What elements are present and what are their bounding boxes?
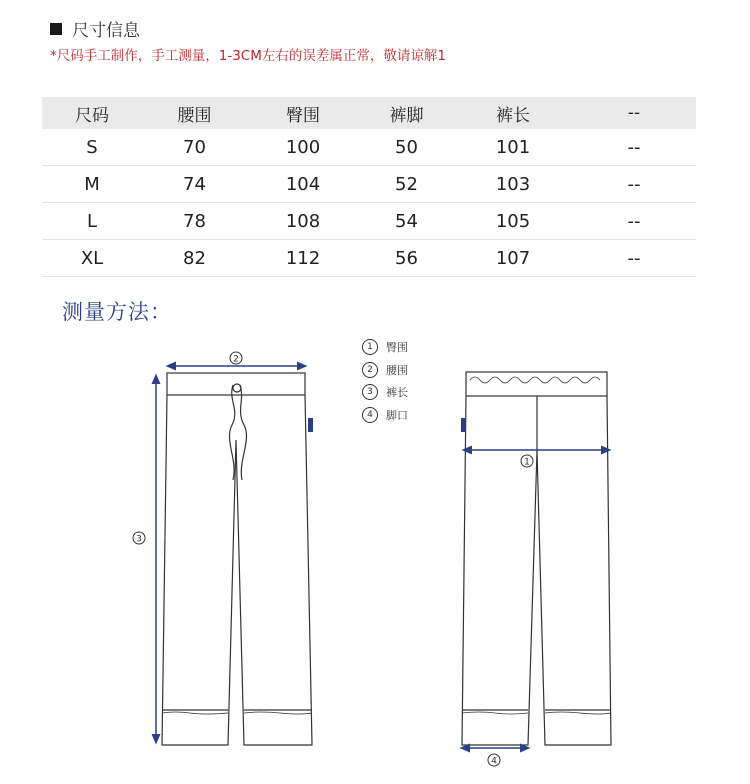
cell-hip: 108 (285, 210, 321, 232)
cell-extra: -- (627, 247, 641, 269)
legend-number: 4 (362, 407, 378, 423)
cell-length: 103 (495, 173, 531, 195)
cell-hem: 56 (395, 247, 418, 269)
cell-size: S (86, 136, 98, 158)
cell-hip: 112 (285, 247, 321, 269)
legend-number: 2 (362, 362, 378, 378)
hem-marker-number: 4 (491, 756, 497, 767)
square-bullet-icon (50, 23, 62, 35)
header-waist: 腰围 (177, 105, 212, 126)
front-pants-drawing (162, 373, 313, 745)
table-row (42, 203, 696, 240)
table-header-row (42, 97, 696, 129)
cell-extra: -- (627, 210, 641, 232)
cell-waist: 82 (183, 247, 206, 269)
hem-marker (488, 754, 500, 767)
legend-label: 腰围 (386, 363, 408, 377)
cell-hem: 52 (395, 173, 418, 195)
cell-size: XL (80, 247, 104, 269)
header-extra: -- (627, 103, 641, 123)
cell-length: 101 (495, 136, 531, 158)
cell-hip: 100 (285, 136, 321, 158)
front-label-tag (308, 418, 313, 432)
cell-extra: -- (627, 173, 641, 195)
header-hip: 臀围 (286, 105, 320, 126)
back-pants-drawing (461, 372, 611, 745)
measurement-diagram (0, 330, 750, 784)
cell-hem: 54 (395, 210, 418, 232)
cell-hip: 104 (285, 173, 321, 195)
legend-number: 3 (362, 384, 378, 400)
length-marker (133, 532, 145, 545)
legend-number: 1 (362, 339, 378, 355)
size-table (42, 97, 696, 277)
waist-marker (230, 352, 242, 365)
method-title: 测量方法： (62, 300, 172, 324)
header-hem: 裤脚 (389, 105, 424, 126)
table-row (42, 240, 696, 277)
table-row (42, 129, 696, 166)
cell-hem: 50 (395, 136, 418, 158)
table-row (42, 166, 696, 203)
cell-size: M (84, 173, 100, 195)
cell-size: L (86, 210, 98, 232)
cell-extra: -- (627, 136, 641, 158)
hip-marker (521, 455, 533, 468)
legend-label: 脚口 (386, 408, 408, 422)
front-cuff-stitch (162, 712, 312, 714)
cell-waist: 70 (183, 136, 206, 158)
section-header (50, 16, 140, 41)
waist-marker-number: 2 (233, 354, 239, 365)
cell-waist: 78 (183, 210, 206, 232)
drawstring-knot (233, 384, 241, 392)
header-length: 裤长 (496, 105, 530, 126)
front-legs (162, 395, 312, 745)
back-label-tag (461, 418, 466, 432)
header-size: 尺码 (75, 105, 109, 126)
drawstring-right (240, 385, 247, 480)
back-elastic-ruffle (470, 377, 600, 383)
length-marker-number: 3 (136, 534, 142, 545)
drawstring-left (229, 385, 234, 480)
section-title: 尺寸信息 (72, 21, 140, 41)
legend-label: 裤长 (386, 386, 408, 400)
back-cuff-stitch (462, 712, 611, 714)
hip-marker-number: 1 (524, 457, 530, 468)
measurement-note: *尺码手工制作，手工测量，1-3CM左右的误差属正常，敬请谅解1 (50, 48, 446, 64)
legend-label: 臀围 (386, 341, 408, 355)
cell-length: 107 (495, 247, 531, 269)
cell-waist: 74 (183, 173, 206, 195)
cell-length: 105 (495, 210, 531, 232)
back-waistband (466, 372, 607, 396)
